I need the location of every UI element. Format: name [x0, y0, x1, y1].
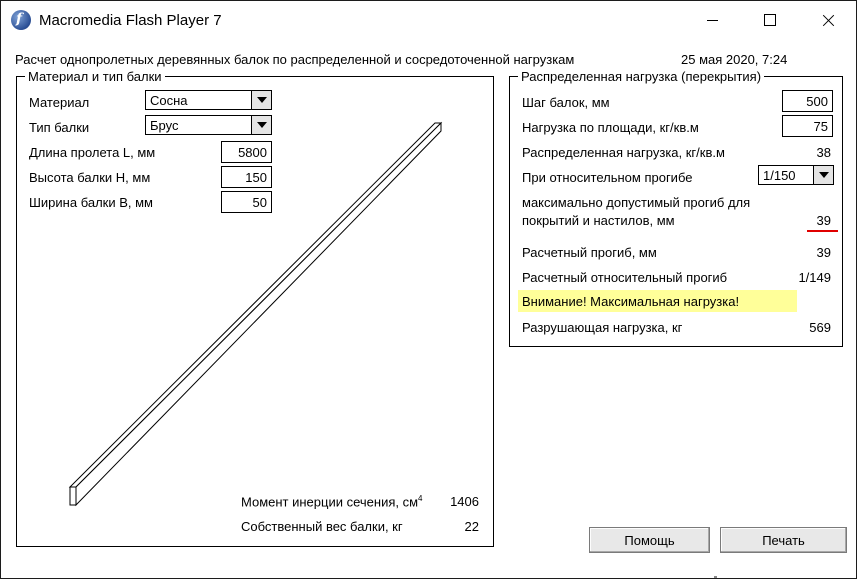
- resize-grip[interactable]: [714, 576, 717, 578]
- material-group-title: Материал и тип балки: [25, 69, 165, 84]
- beam-type-select-value: Брус: [150, 118, 179, 133]
- weight-value: 22: [464, 519, 479, 534]
- rel-deflection-label: При относительном прогибе: [522, 170, 693, 185]
- dist-load-label: Распределенная нагрузка, кг/кв.м: [522, 145, 725, 160]
- window-title: Macromedia Flash Player 7: [39, 12, 222, 29]
- step-label: Шаг балок, мм: [522, 95, 610, 110]
- calc-rel-deflection-label: Расчетный относительный прогиб: [522, 270, 728, 285]
- span-label: Длина пролета L, мм: [29, 145, 156, 160]
- breaking-load-value: 569: [809, 320, 831, 335]
- chevron-down-icon[interactable]: [251, 91, 271, 109]
- chevron-down-icon[interactable]: [813, 166, 833, 184]
- warning-banner: Внимание! Максимальная нагрузка!: [518, 290, 797, 312]
- weight-label: Собственный вес балки, кг: [241, 519, 403, 534]
- inertia-value: 1406: [450, 494, 479, 509]
- calc-deflection-value: 39: [816, 245, 831, 260]
- minimize-button[interactable]: [683, 1, 741, 39]
- maximize-button[interactable]: [741, 1, 799, 39]
- rel-deflection-select[interactable]: [758, 165, 834, 185]
- beam-illustration: [67, 121, 447, 511]
- material-select-value: Сосна: [150, 93, 188, 108]
- area-load-input[interactable]: 75: [782, 115, 833, 137]
- calc-rel-deflection-value: 1/149: [798, 270, 831, 285]
- dist-load-value: 38: [816, 145, 831, 160]
- material-select[interactable]: [145, 90, 272, 110]
- print-button[interactable]: Печать: [720, 527, 847, 553]
- flash-player-icon: f: [11, 10, 31, 30]
- max-deflection-label-line2: покрытий и настилов, мм: [522, 213, 675, 228]
- beam-type-label: Тип балки: [29, 120, 90, 135]
- max-deflection-label-line1: максимально допустимый прогиб для: [522, 195, 751, 210]
- title-bar[interactable]: [1, 1, 856, 39]
- height-label: Высота балки H, мм: [29, 170, 151, 185]
- span-input[interactable]: 5800: [221, 141, 272, 163]
- material-label: Материал: [29, 95, 90, 110]
- calc-deflection-label: Расчетный прогиб, мм: [522, 245, 657, 260]
- page-title: Расчет однопролетных деревянных балок по распределенной и сосредоточенной нагрузкам: [15, 52, 575, 67]
- load-group-title: Распределенная нагрузка (перекрытия): [518, 69, 764, 84]
- value-underline: [807, 230, 838, 232]
- date-time: 25 мая 2020, 7:24: [681, 52, 788, 67]
- width-input[interactable]: 50: [221, 191, 272, 213]
- help-button[interactable]: Помощь: [589, 527, 710, 553]
- step-input[interactable]: 500: [782, 90, 833, 112]
- area-load-label: Нагрузка по площади, кг/кв.м: [522, 120, 699, 135]
- inertia-label: Момент инерции сечения, $см^4$: [241, 494, 423, 510]
- max-deflection-value: 39: [816, 213, 831, 228]
- height-input[interactable]: 150: [221, 166, 272, 188]
- width-label: Ширина балки B, мм: [29, 195, 153, 210]
- close-button[interactable]: [799, 1, 857, 39]
- rel-deflection-select-value: 1/150: [763, 168, 796, 183]
- breaking-load-label: Разрушающая нагрузка, кг: [522, 320, 683, 335]
